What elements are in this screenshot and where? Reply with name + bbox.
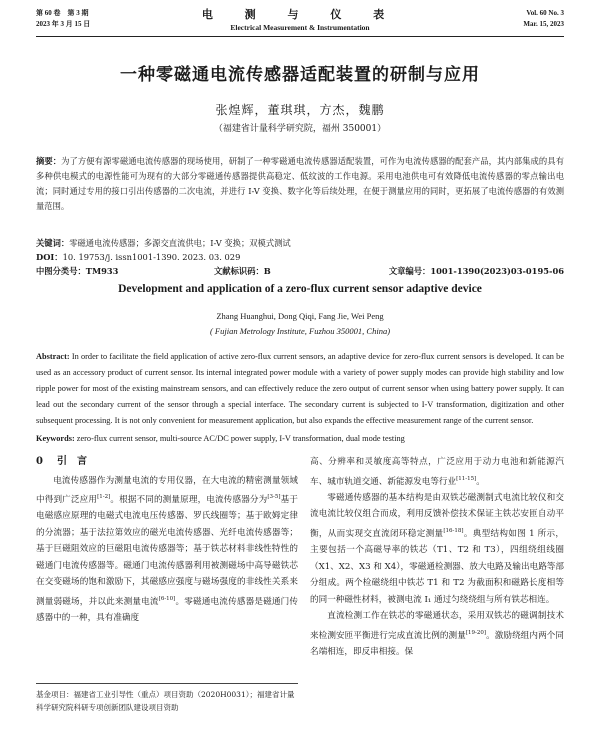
- paper-title-en: Development and application of a zero-flux current sensor adaptive device: [118, 283, 482, 295]
- paper-title-cn: 一种零磁通电流传感器适配装置的研制与应用: [120, 65, 480, 85]
- citation: [16-18]: [443, 527, 464, 534]
- body-paragraph: [310, 608, 564, 660]
- volume-issue-en: Vol. 60 No. 3: [526, 9, 564, 17]
- authors-cn: 张煌辉，董琪琪，方杰，魏鹏: [215, 103, 385, 117]
- keywords-en-label: Keywords:: [36, 434, 75, 443]
- abstract-cn-label: 摘要：: [36, 156, 62, 166]
- journal-title-en: Electrical Measurement & Instrumentation: [230, 23, 370, 32]
- affiliation-cn: （福建省计量科学研究院，福州 350001）: [213, 124, 387, 134]
- body-text: 。: [476, 476, 485, 487]
- citation: [1-2]: [97, 494, 111, 500]
- authors-en: Zhang Huanghui, Dong Qiqi, Fang Jie, Wei Peng: [216, 311, 384, 321]
- keywords-cn: [36, 236, 564, 250]
- doi: [36, 250, 564, 264]
- section-title: 引 言: [56, 456, 87, 467]
- journal-title-cn: 电 测 与 仪 表: [201, 8, 399, 21]
- body-paragraph: [36, 473, 298, 627]
- volume-issue-cn: 第 60 卷 第 3 期: [36, 9, 89, 17]
- section-number: 0: [36, 456, 43, 467]
- keywords-en: [36, 434, 564, 443]
- abstract-en: [36, 349, 564, 429]
- doi-label: DOI：: [36, 252, 63, 262]
- abstract-cn-text: 为了方便有源零磁通电流传感器的现场使用，研制了一种零磁通电流传感器适配装置，可作为电流传感器的配套产品，其内部集成的具有多种供电模式的电源性能可为现有的大部分零磁通传感器提供高稳定、低纹波的工作电源。采用电池供电可有效降低电流传感器的零点输出电流；同时通过专用的接口引出传感器的二次电流，并进行 I-V 变换、数字化等后续处理，在便于测量应用的同时，更拓展了电流传感器的有效测量范围。: [36, 156, 564, 211]
- body-paragraph: [310, 454, 564, 490]
- left-column: [36, 454, 298, 682]
- abstract-cn: [36, 154, 564, 214]
- journal-name: [36, 8, 564, 33]
- keywords-cn-label: 关键词：: [36, 238, 70, 248]
- body-paragraph: [310, 490, 564, 608]
- abstract-en-text: In order to facilitate the field application of active zero-flux current sensors, an adaptive device for zero-flux current sensors is developed. It can be used as an accessory product of current sensor. Its internal integrated power module with a variety of power supply modes can provide high stability and low ripple power for most of the existing mainstream sensors, and can effectively reduce the zero output of current sensor when using battery power supply. It can lead out the secondary current of the sensor through a special interface. The secondary current is subjected to I-V transformation, digitization and other subsequent processing. It is not only convenient for measurement application, but also expands the effective measurement range of the current sensor.: [36, 352, 564, 425]
- date-cn: 2023 年 3 月 15 日: [36, 20, 91, 28]
- body-text: 。根据不同的测量原理，电流传感器分为: [110, 494, 268, 505]
- citation: [11-15]: [456, 475, 477, 482]
- issue-info-en: [523, 8, 564, 30]
- keywords-en-text: zero-flux current sensor, multi-source AC/DC power supply, I-V transformation, dual mode testing: [76, 434, 405, 443]
- footnote-divider: [36, 683, 298, 684]
- body-text: 直流检测工作在铁芯的零磁通状态，采用双铁芯的磁调制技术来检测安匝平衡进行完成直流比例的测量: [310, 611, 564, 641]
- clc-number: 中图分类号：TM933: [36, 266, 119, 276]
- citation: [19-20]: [465, 629, 487, 636]
- affiliation-en: ( Fujian Metrology Institute, Fuzhou 350001, China): [209, 326, 391, 336]
- page-header: [36, 8, 564, 37]
- body-text: 高、分辨率和灵敏度高等特点，广泛应用于动力电池和新能源汽车、城市轨道交通、新能源发电等行业: [310, 457, 564, 487]
- body-text: 。典型结构如图 1 所示，主要包括一个高磁导率的铁芯（T1、T2 和 T3），四组绕组线圈（X1、X2、X3 和 X4），零磁通检测器、放大电路及输出电路等部分组成。两个检磁绕组中铁芯 T1 和 T2 为截面积和磁路长度相等的同一种磁性材料，被测电流 I₁ 通过匀绕绕组与所有铁芯相连。: [310, 528, 564, 605]
- article-number: 文章编号：1001-1390(2023)03-0195-06: [388, 266, 564, 276]
- citation: [6-10]: [158, 595, 176, 602]
- abstract-en-label: Abstract:: [36, 352, 70, 361]
- doi-text: 10. 19753/j. issn1001-1390. 2023. 03. 029: [62, 252, 241, 262]
- section-heading: [36, 454, 298, 471]
- document-code: 文献标识码：B: [214, 266, 271, 276]
- body-text: 。激励绕组内两个同名端相连，即反串相接。保: [310, 630, 564, 658]
- date-en: Mar. 15, 2023: [523, 20, 564, 28]
- body-text: 基于电磁感应原理的电磁式电流电压传感器、罗氏线圈等；基于欧姆定律的分流器；基于法拉第效应的磁光电流传感器、光纤电流传感器等；基于巨磁阻效应的巨磁阻电流传感器等；基于铁芯材料非线性特性的磁通门电流传感器等。磁通门电流传感器利用被测磁场中高导磁铁芯在交变磁场的饱和激励下，其磁感应强度与磁场强度的非线性关系来测量弱磁场，并以此来测量电流: [36, 494, 298, 607]
- funding-note: 基金项目：福建省工业引导性（重点）项目资助（2020H0031）；福建省计量科学研究院科研专项创新团队建设项目资助: [36, 690, 295, 712]
- body-text: 零磁通传感器的基本结构是由双铁芯磁测制式电流比较仪和交流电流比较仪组合而成，利用反馈补偿技术保证主铁芯安匝自动平衡，从而实现交直流闭环稳定测量: [310, 492, 564, 539]
- keywords-cn-text: 零磁通电流传感器；多源交直流供电；I-V 变换；双模式测试: [69, 238, 291, 248]
- citation: [3-5]: [267, 494, 281, 500]
- right-column: [310, 454, 564, 730]
- body-text: 电流传感器作为测量电流的专用仪器，在大电流的精密测量领域中得到广泛应用: [36, 475, 298, 505]
- body-text: 。零磁通电流传感器是磁通门传感器中的一种，具有准确度: [36, 596, 298, 624]
